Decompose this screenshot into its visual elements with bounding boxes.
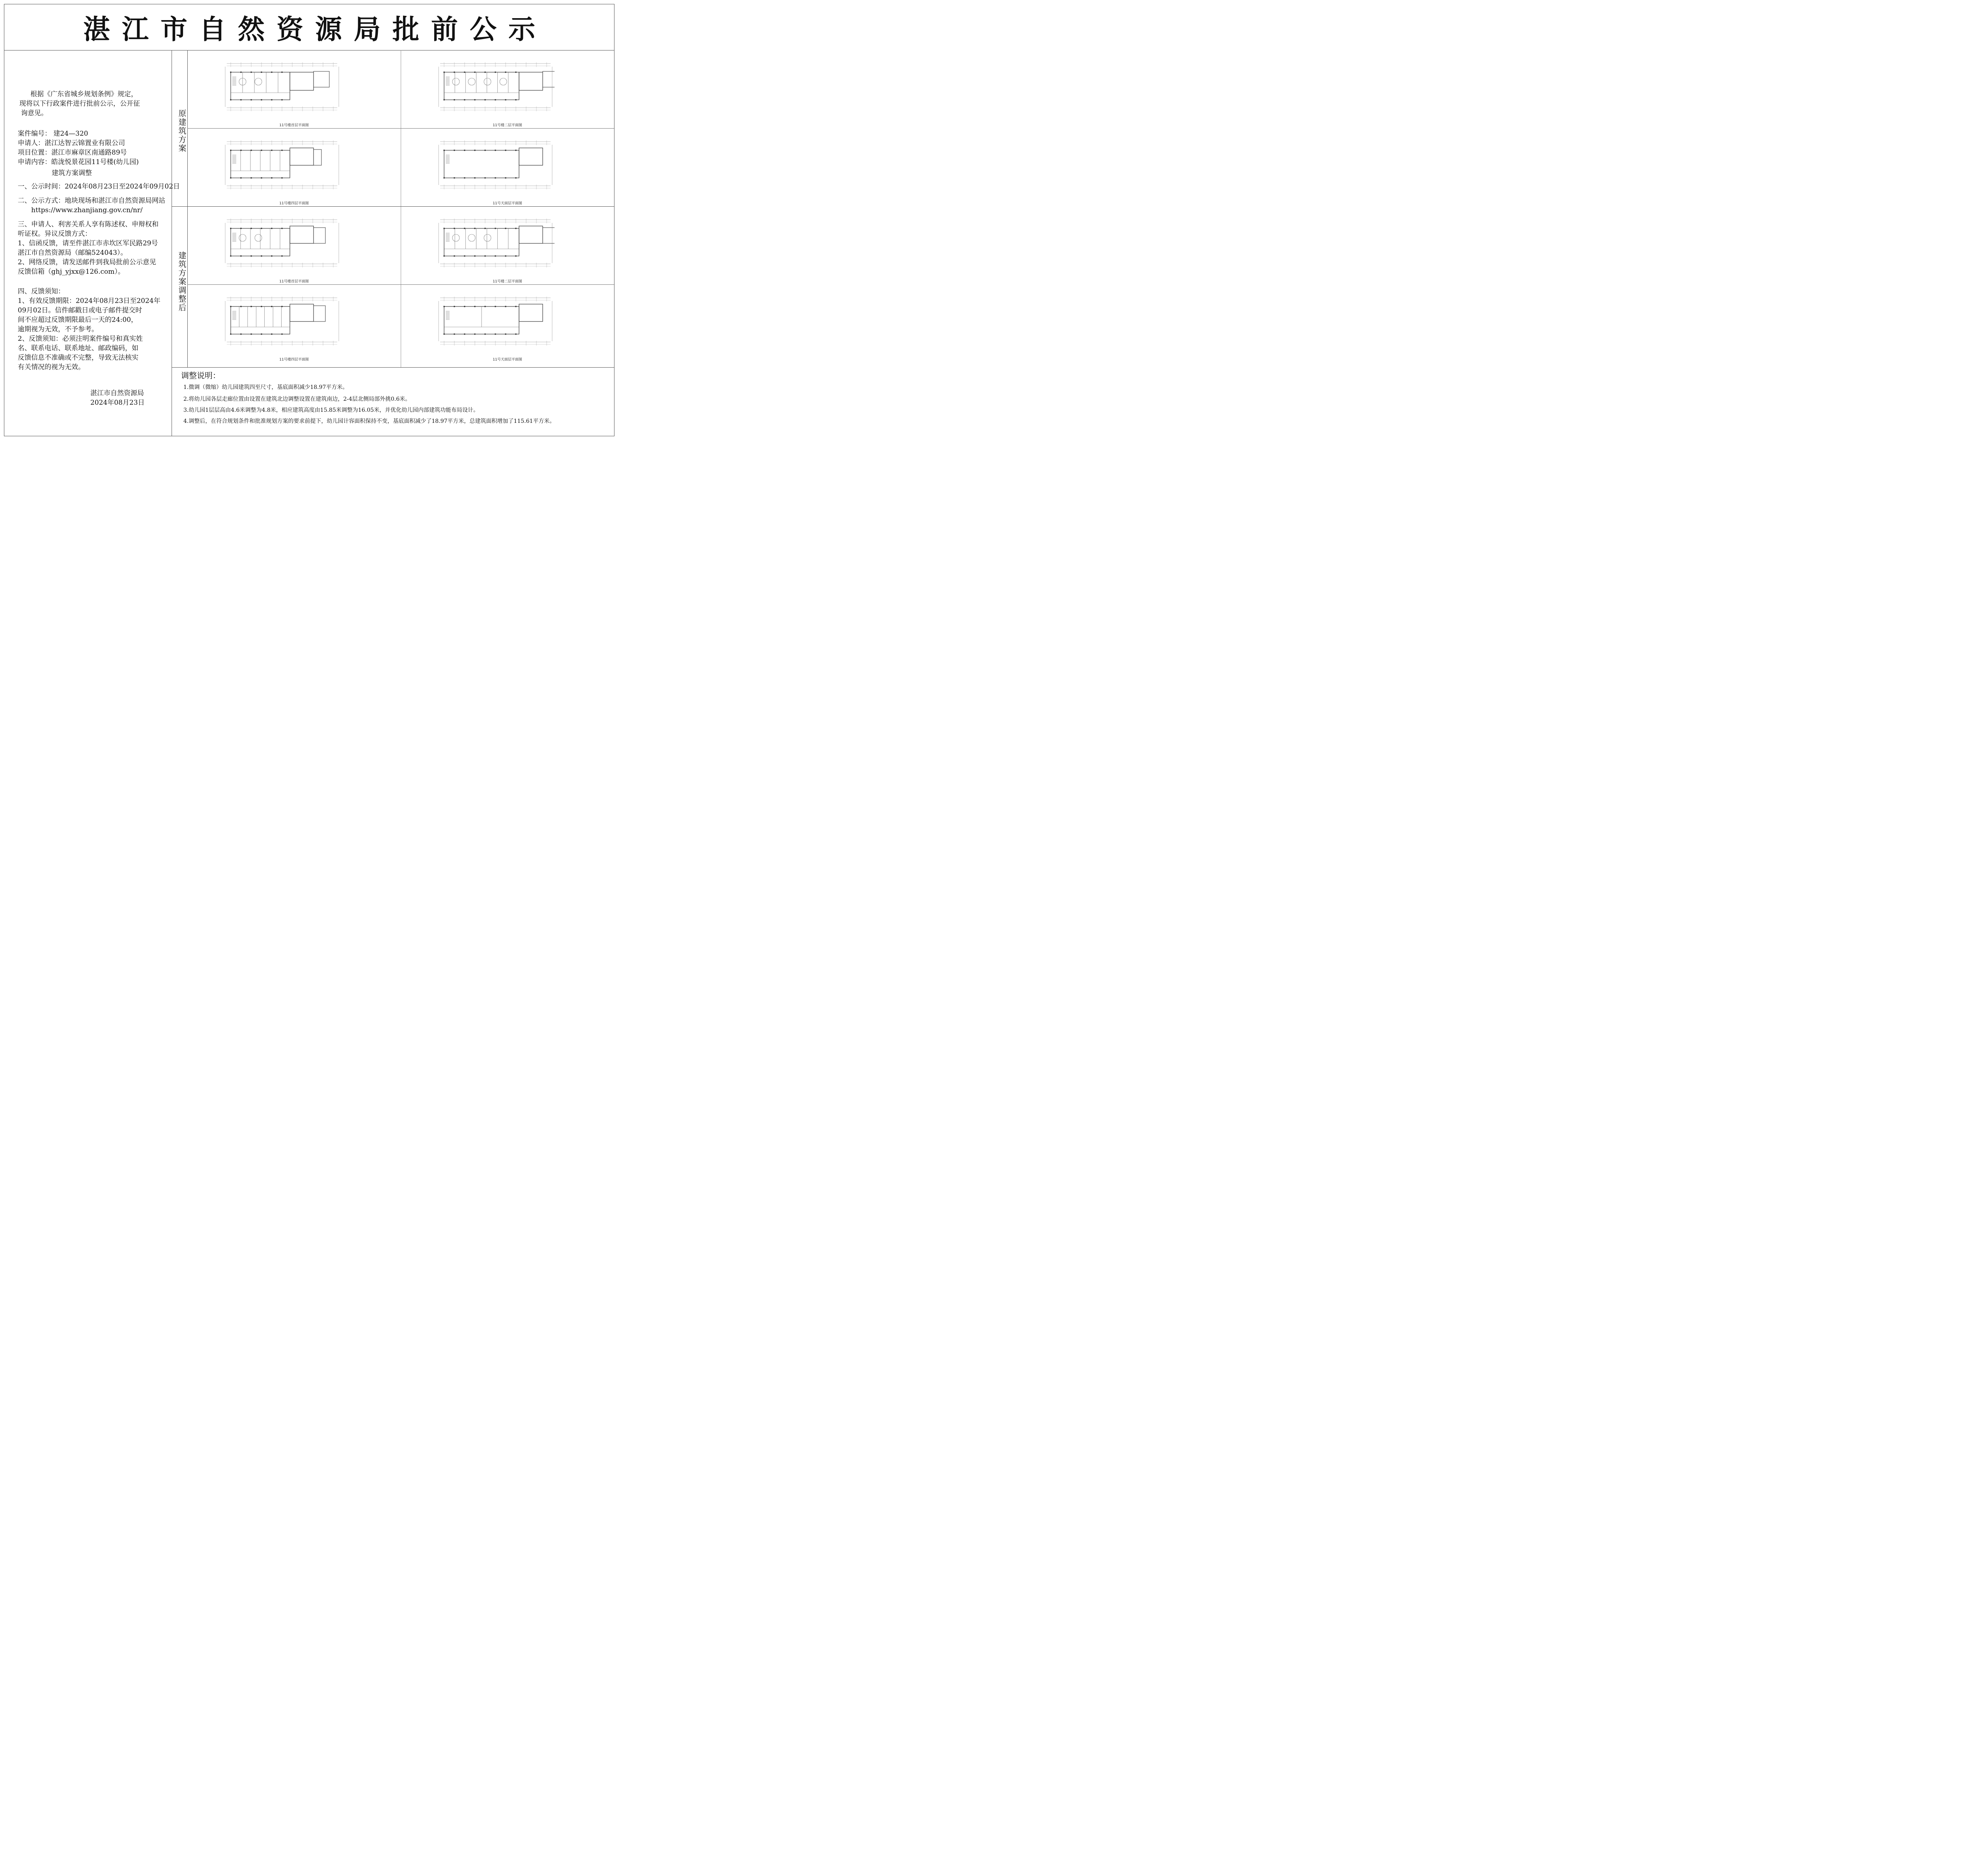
intro-line-3: 询意见。 [21, 109, 48, 117]
note-item-4: 4.调整后，在符合规划条件和批准规划方案的要求前提下，幼儿园计容面积保持不变，基底面积减少了18.97平方米，总建筑面积增加了115.61平方米。 [183, 418, 555, 424]
floor-plan-caption: 11号楼四层平面图 [279, 202, 309, 206]
title-bar [4, 4, 614, 50]
adjusted-plan-label: 建筑方案调整后 [177, 251, 187, 312]
note-item-1: 1.微调（微缩）幼儿园建筑四至尺寸，基底面积减少18.97平方米。 [183, 384, 348, 391]
floor-plan-drawing [223, 139, 341, 191]
floor-plan-drawing [436, 61, 555, 112]
rights-line-3: 1、信函反馈，请至件湛江市赤坎区军民路29号 [18, 239, 158, 247]
notes-title: 调整说明： [181, 371, 220, 380]
floor-plan-drawing [436, 217, 555, 269]
notice-line-1: 1、有效反馈期限：2024年08月23日至2024年 [18, 297, 161, 305]
case-number: 案件编号： 建24—320 [18, 130, 88, 138]
notice-line-3: 间不应超过反馈期限最后一天的24:00， [18, 316, 138, 324]
adjustment-notes [172, 367, 614, 436]
rights-line-6: 反馈信箱（ghj_yjxx@126.com）。 [18, 268, 125, 276]
floor-plan-3 [187, 128, 401, 206]
floor-plan-drawing [436, 295, 555, 347]
floor-plan-6 [401, 206, 614, 284]
applicant: 申请人：湛江达智云锦置业有限公司 [18, 139, 125, 147]
note-item-3: 3.幼儿园1层层高由4.6米调整为4.8米，相应建筑高度由15.85米调整为16.05米，并优化幼儿园内部建筑功能布局设计。 [183, 407, 479, 413]
floor-plan-4 [401, 128, 614, 206]
application-content: 申请内容：皓泷悦景花园11号楼(幼儿园) [18, 158, 139, 166]
project-location: 项目位置：湛江市麻章区南通路89号 [18, 149, 127, 157]
floor-plan-8 [401, 284, 614, 362]
floor-plan-1 [187, 50, 401, 128]
application-content-2: 建筑方案调整 [52, 169, 92, 177]
floor-plan-caption: 11号天面层平面图 [493, 202, 522, 206]
floor-plan-5 [187, 206, 401, 284]
page-title: 湛江市自然资源局批前公示 [83, 14, 547, 45]
rights-line-1: 三、申请人、利害关系人享有陈述权、申辩权和 [18, 220, 159, 228]
floor-plan-2 [401, 50, 614, 128]
floor-plan-drawing [223, 217, 341, 269]
original-plan-label: 原建筑方案 [177, 109, 187, 153]
intro-line-2: 现将以下行政案件进行批前公示，公开征 [19, 100, 140, 108]
issuing-organization: 湛江市自然资源局 [90, 389, 144, 397]
floor-plan-drawing [436, 139, 555, 191]
notice-heading: 四、反馈须知： [18, 288, 65, 295]
notice-line-4: 逾期视为无效，不予参考。 [18, 325, 98, 333]
publicity-time: 一、公示时间：2024年08月23日至2024年09月02日 [18, 183, 180, 191]
notice-line-5: 2、反馈须知：必须注明案件编号和真实姓 [18, 335, 143, 343]
note-item-2: 2.将幼儿园各层走廊位置由设置在建筑北边调整设置在建筑南边，2-4层北侧局部外挑0.6米。 [183, 396, 411, 402]
floor-plan-grid [187, 50, 614, 367]
floor-plan-caption: 11号楼首层平面图 [279, 123, 309, 127]
floor-plan-drawing [223, 295, 341, 347]
section-label-column [172, 50, 188, 367]
notice-text-column [4, 50, 180, 436]
floor-plan-7 [187, 284, 401, 362]
floor-plan-caption: 11号楼二层平面图 [493, 123, 522, 127]
rights-line-5: 2、网络反馈，请发送邮件到我局批前公示意见 [18, 258, 156, 266]
publicity-method: 二、公示方式：地块现场和湛江市自然资源局网站 [18, 197, 165, 205]
notice-board [4, 4, 614, 436]
floor-plan-drawing [223, 61, 341, 112]
floor-plan-caption: 11号天面层平面图 [493, 358, 522, 362]
rights-line-4: 湛江市自然资源局（邮编524043）。 [18, 249, 127, 257]
floor-plan-caption: 11号楼首层平面图 [279, 280, 309, 284]
rights-line-2: 听证权。异议反馈方式： [18, 230, 92, 238]
notice-line-7: 反馈信息不准确或不完整，导致无法核实 [18, 354, 138, 362]
website-link[interactable]: https://www.zhanjiang.gov.cn/nr/ [31, 206, 143, 214]
floor-plan-caption: 11号楼四层平面图 [279, 358, 309, 362]
notice-line-8: 有关情况的视为无效。 [18, 363, 85, 371]
notice-line-6: 名、联系电话、联系地址、邮政编码，如 [18, 344, 138, 352]
notice-line-2: 09月02日。信件邮戳日或电子邮件提交时 [18, 306, 142, 314]
intro-line-1: 根据《广东省城乡规划条例》规定， [30, 90, 138, 98]
issue-date: 2024年08月23日 [90, 399, 145, 407]
floor-plan-caption: 11号楼二层平面图 [493, 280, 522, 284]
